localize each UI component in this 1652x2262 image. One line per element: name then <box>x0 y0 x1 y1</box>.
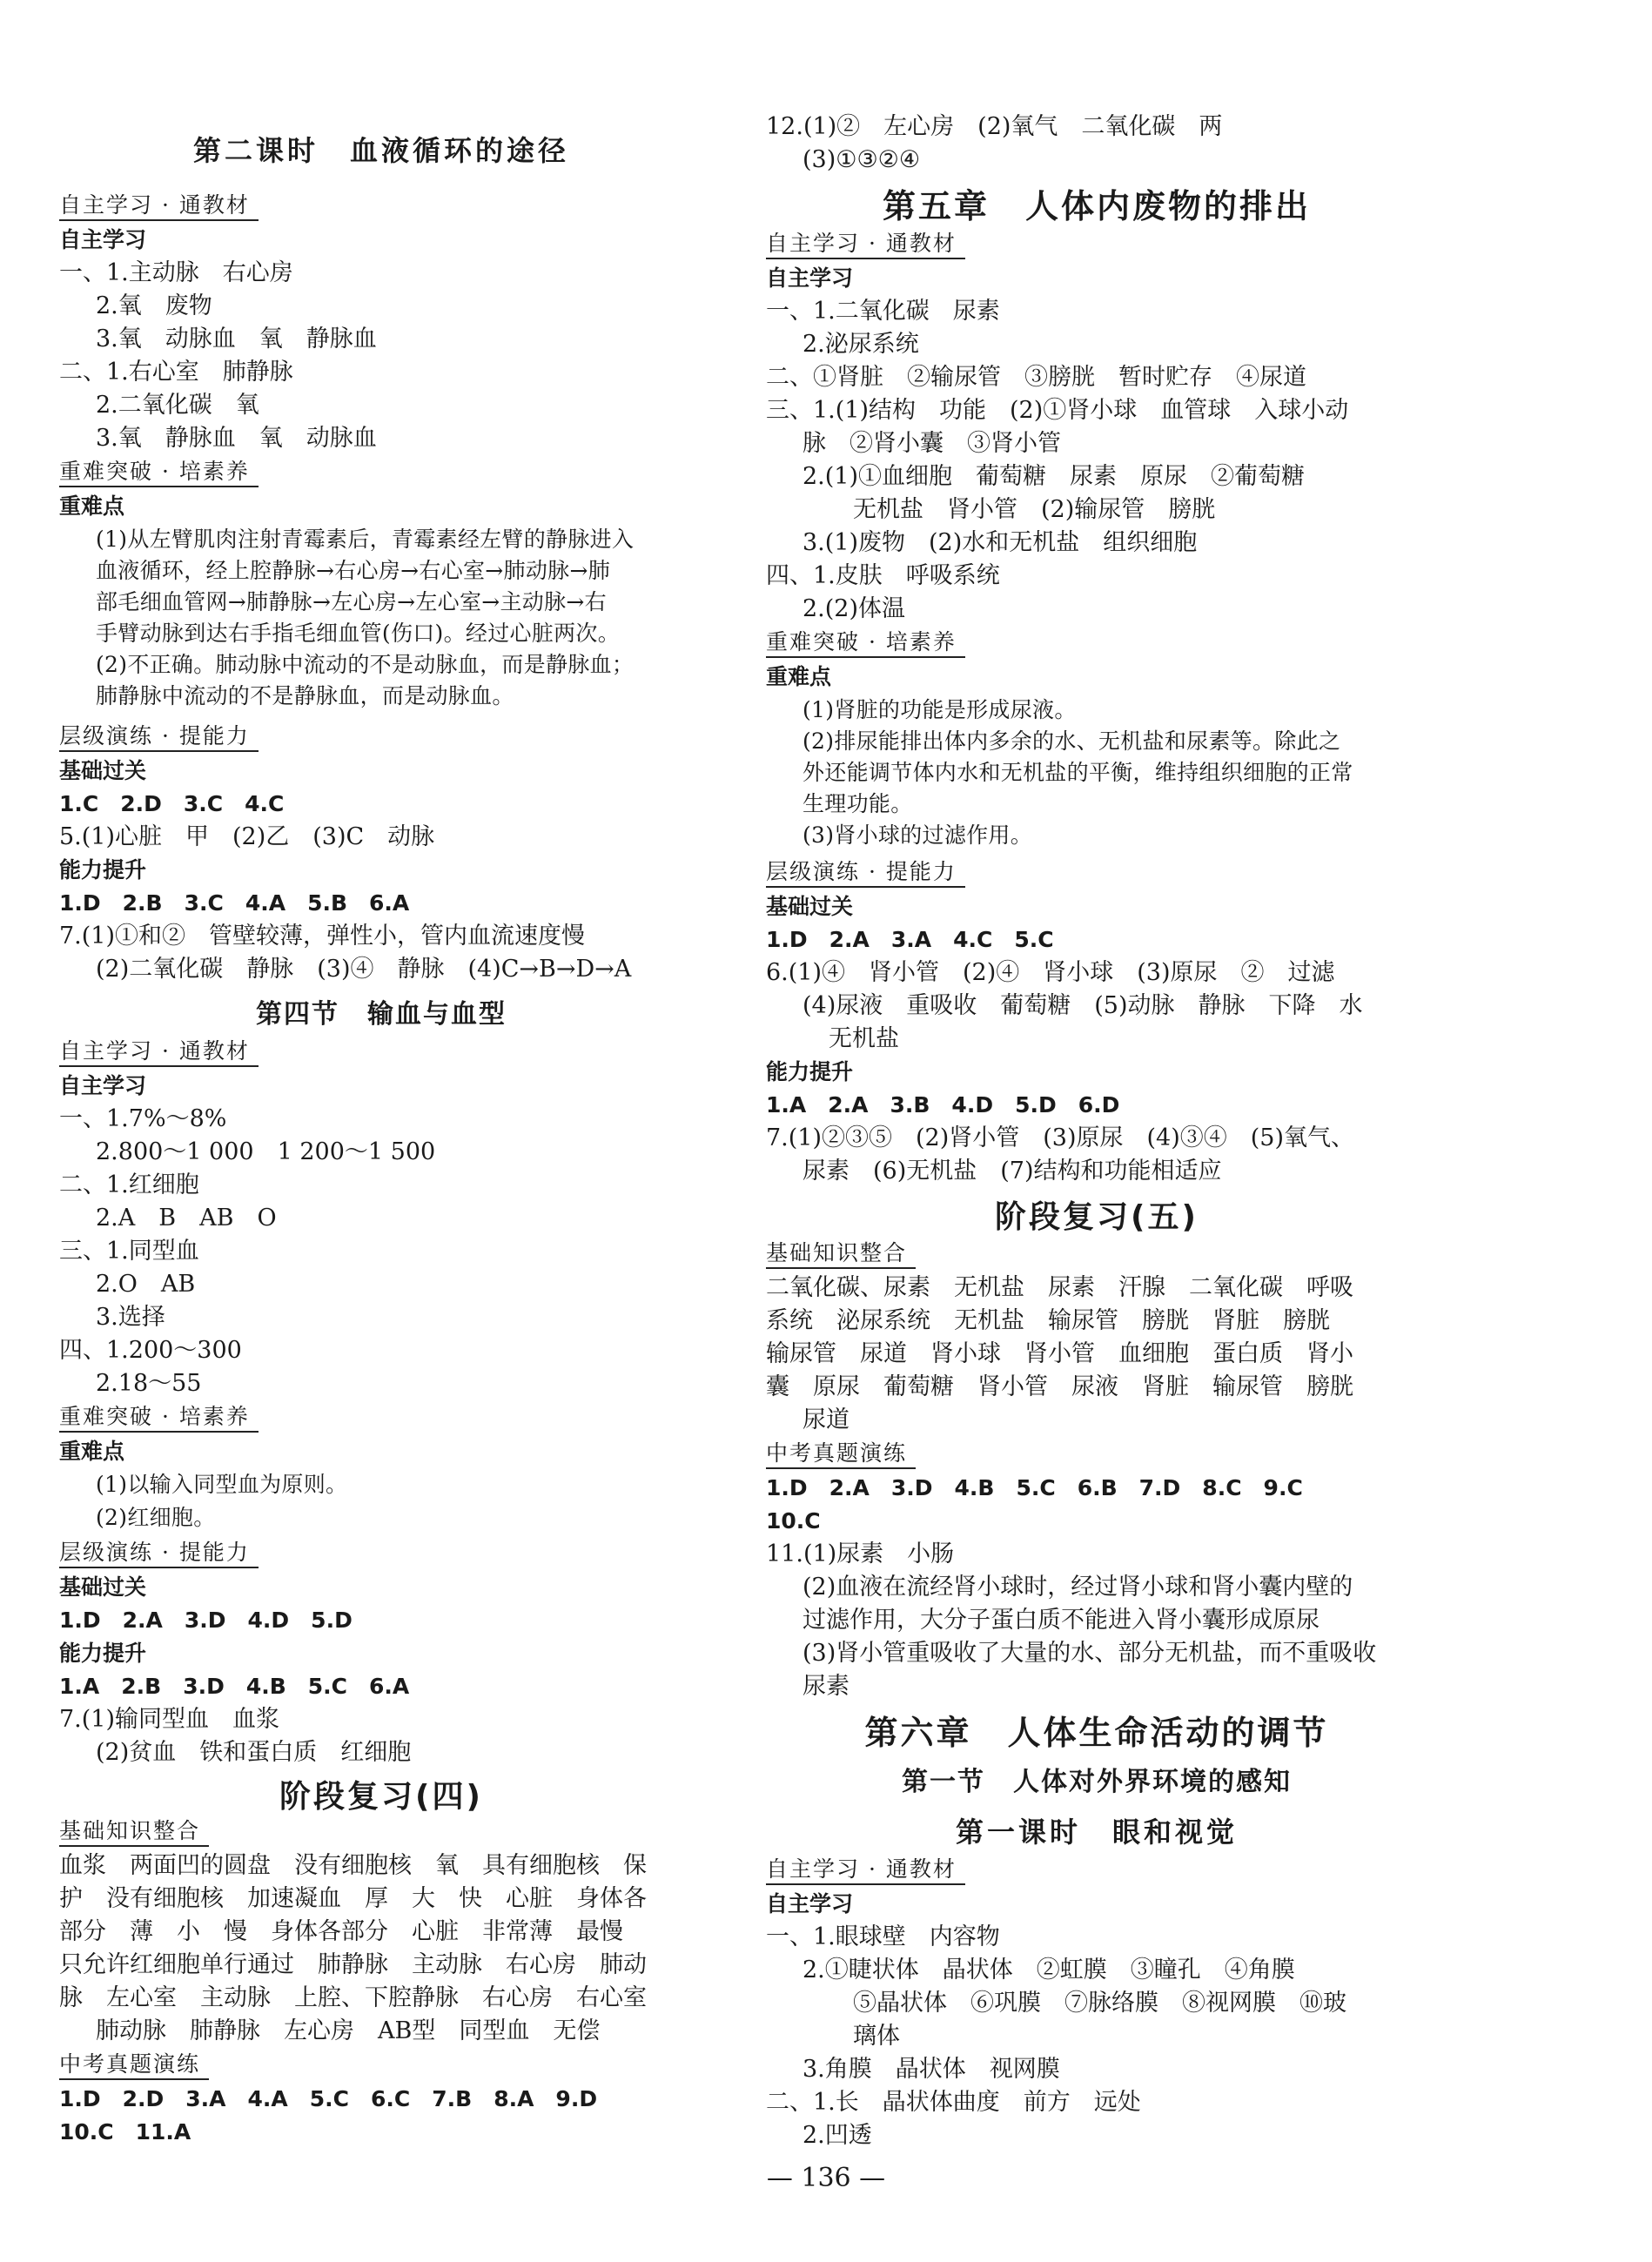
subheading: 自主学习 <box>59 1073 147 1098</box>
chapter-title-regulation: 第六章 人体生命活动的调节 <box>864 1714 1329 1752</box>
answer-line: 3.(1)废物 (2)水和无机盐 组织细胞 <box>802 529 1198 556</box>
explanation-line: 肺静脉中流动的不是静脉血，而是动脉血。 <box>96 683 514 708</box>
answer-line: 2.O AB <box>96 1271 196 1298</box>
subheading: 能力提升 <box>766 1059 854 1084</box>
answer-line: 2.(1)①血细胞 葡萄糖 尿素 原尿 ②葡萄糖 <box>802 463 1306 490</box>
page-number: — 136 — <box>766 2163 886 2193</box>
answer-line: 肺动脉 肺静脉 左心房 AB型 同型血 无偿 <box>96 2017 601 2044</box>
explanation-line: 外还能调节体内水和无机盐的平衡，维持组织细胞的正常 <box>802 760 1353 785</box>
answer-line: 二、1.长 晶状体曲度 前方 远处 <box>766 2089 1141 2116</box>
answer-line: 5.(1)心脏 甲 (2)乙 (3)C 动脉 <box>59 823 435 850</box>
answer-line: 尿素 <box>802 1673 850 1700</box>
answer-line: 10.C 11.A <box>59 2119 191 2145</box>
answer-line: 二氧化碳、尿素 无机盐 尿素 汗腺 二氧化碳 呼吸 <box>766 1274 1353 1301</box>
section-title-review-4: 阶段复习(四) <box>279 1779 483 1815</box>
answer-line: 1.D 2.A 3.D 4.B 5.C 6.B 7.D 8.C 9.C <box>766 1475 1303 1500</box>
answer-line: 过滤作用，大分子蛋白质不能进入肾小囊形成原尿 <box>802 1607 1320 1634</box>
answer-line: 无机盐 <box>829 1025 899 1052</box>
answer-line: 一、1.二氧化碳 尿素 <box>766 298 1000 325</box>
section-label-exam: 中考真题演练 <box>766 1440 916 1469</box>
answer-line: 11.(1)尿素 小肠 <box>766 1540 955 1567</box>
answer-line: 血浆 两面凹的圆盘 没有细胞核 氧 具有细胞核 保 <box>59 1852 647 1879</box>
answer-line: 2.A B AB O <box>96 1205 277 1232</box>
answer-line: 护 没有细胞核 加速凝血 厚 大 快 心脏 身体各 <box>59 1885 647 1912</box>
answer-line: 2.(2)体温 <box>802 595 906 622</box>
answer-line: 四、1.皮肤 呼吸系统 <box>766 562 1000 589</box>
subheading: 重难点 <box>59 493 125 519</box>
answer-line: 3.角膜 晶状体 视网膜 <box>802 2056 1060 2083</box>
subheading: 基础过关 <box>59 1574 147 1600</box>
answer-line: (2)贫血 铁和蛋白质 红细胞 <box>96 1739 412 1766</box>
answer-line: 系统 泌尿系统 无机盐 输尿管 膀胱 肾脏 膀胱 <box>766 1307 1330 1334</box>
explanation-line: 生理功能。 <box>802 791 913 816</box>
explanation-line: 部毛细血管网→肺静脉→左心房→左心室→主动脉→右 <box>96 589 607 614</box>
answer-line: 7.(1)②③⑤ (2)肾小管 (3)原尿 (4)③④ (5)氧气、 <box>766 1124 1354 1151</box>
section-title-review-5: 阶段复习(五) <box>995 1199 1199 1235</box>
subheading: 自主学习 <box>766 1891 854 1916</box>
explanation-line: 手臂动脉到达右手指毛细血管(伤口)。经过心脏两次。 <box>96 621 621 646</box>
answer-line: 2.泌尿系统 <box>802 331 919 358</box>
explanation-line: 血液循环，经上腔静脉→右心房→右心室→肺动脉→肺 <box>96 558 610 583</box>
section-label-knowledge: 基础知识整合 <box>766 1239 916 1269</box>
subheading: 自主学习 <box>59 227 147 252</box>
chapter-title-excretion: 第五章 人体内废物的排出 <box>882 187 1311 225</box>
answer-line: 2.凹透 <box>802 2122 872 2149</box>
answer-line: 二、1.右心室 肺静脉 <box>59 359 293 386</box>
answer-line: 1.D 2.D 3.A 4.A 5.C 6.C 7.B 8.A 9.D <box>59 2086 598 2111</box>
answer-line: 一、1.眼球壁 内容物 <box>766 1923 1000 1950</box>
answer-line: 12.(1)② 左心房 (2)氧气 二氧化碳 两 <box>766 113 1223 140</box>
answer-line: 一、1.主动脉 右心房 <box>59 259 293 286</box>
answer-line: 尿道 <box>802 1406 850 1433</box>
section-label-exam: 中考真题演练 <box>59 2051 209 2080</box>
section-title-blood-circulation: 第二课时 血液循环的途径 <box>192 134 569 167</box>
answer-line: 璃体 <box>853 2023 900 2050</box>
answer-line: 2.18～55 <box>96 1370 202 1397</box>
section-label-key-points: 重难突破 · 培素养 <box>59 1403 259 1433</box>
subheading: 重难点 <box>766 664 832 689</box>
answer-line: 三、1.同型血 <box>59 1238 199 1265</box>
answer-line: 脉 左心室 主动脉 上腔、下腔静脉 右心房 右心室 <box>59 1984 647 2011</box>
answer-line: 10.C <box>766 1508 821 1534</box>
subheading: 自主学习 <box>766 265 854 291</box>
subheading: 能力提升 <box>59 1641 147 1666</box>
explanation-line: (2)红细胞。 <box>96 1505 216 1530</box>
answer-line: 无机盐 肾小管 (2)输尿管 膀胱 <box>853 496 1216 523</box>
answer-line: 7.(1)①和② 管壁较薄，弹性小，管内血流速度慢 <box>59 923 586 950</box>
explanation-line: (3)肾小球的过滤作用。 <box>802 822 1033 848</box>
answer-line: 3.氧 静脉血 氧 动脉血 <box>96 425 377 452</box>
section-label-key-points: 重难突破 · 培素养 <box>766 628 965 658</box>
subheading: 基础过关 <box>59 758 147 783</box>
answer-line: 3.氧 动脉血 氧 静脉血 <box>96 326 377 352</box>
answer-line: 二、1.红细胞 <box>59 1171 199 1198</box>
explanation-line: (2)排尿能排出体内多余的水、无机盐和尿素等。除此之 <box>802 728 1341 754</box>
answer-line: 尿素 (6)无机盐 (7)结构和功能相适应 <box>802 1158 1222 1185</box>
answer-line: 囊 原尿 葡萄糖 肾小管 尿液 肾脏 输尿管 膀胱 <box>766 1373 1353 1400</box>
section-title-eye-vision: 第一课时 眼和视觉 <box>955 1816 1238 1849</box>
answer-line: 7.(1)输同型血 血浆 <box>59 1706 280 1733</box>
section-label-key-points: 重难突破 · 培素养 <box>59 458 259 487</box>
section-title-blood-transfusion: 第四节 输血与血型 <box>256 999 507 1030</box>
explanation-line: (1)从左臂肌肉注射青霉素后，青霉素经左臂的静脉进入 <box>96 527 635 552</box>
section-label-practice: 层级演练 · 提能力 <box>59 1539 259 1568</box>
subheading: 重难点 <box>59 1439 125 1464</box>
answer-line: 1.C 2.D 3.C 4.C <box>59 791 285 816</box>
answer-line: 3.选择 <box>96 1304 165 1331</box>
answer-line: 2.800～1 000 1 200～1 500 <box>96 1138 436 1165</box>
section-label-self-study: 自主学习 · 通教材 <box>59 1037 259 1067</box>
section-label-practice: 层级演练 · 提能力 <box>59 722 259 752</box>
answer-line: (3)①③②④ <box>802 146 921 173</box>
answer-line: 部分 薄 小 慢 身体各部分 心脏 非常薄 最慢 <box>59 1918 623 1945</box>
answer-line: 2.氧 废物 <box>96 292 212 319</box>
answer-line: 只允许红细胞单行通过 肺静脉 主动脉 右心房 肺动 <box>59 1951 647 1978</box>
answer-line: (2)二氧化碳 静脉 (3)④ 静脉 (4)C→B→D→A <box>96 956 632 983</box>
answer-line: 1.D 2.A 3.A 4.C 5.C <box>766 927 1054 952</box>
answer-line: 四、1.200～300 <box>59 1337 242 1364</box>
section-label-self-study: 自主学习 · 通教材 <box>59 191 259 221</box>
section-label-self-study: 自主学习 · 通教材 <box>766 230 965 259</box>
answer-line: 1.A 2.A 3.B 4.D 5.D 6.D <box>766 1092 1120 1118</box>
subheading: 基础过关 <box>766 894 854 919</box>
explanation-line: (2)不正确。肺动脉中流动的不是动脉血，而是静脉血； <box>96 652 635 677</box>
answer-line: 1.A 2.B 3.D 4.B 5.C 6.A <box>59 1674 410 1699</box>
answer-line: (4)尿液 重吸收 葡萄糖 (5)动脉 静脉 下降 水 <box>802 992 1363 1019</box>
answer-line: (3)肾小管重吸收了大量的水、部分无机盐，而不重吸收 <box>802 1640 1377 1667</box>
answer-line: 一、1.7%～8% <box>59 1105 227 1132</box>
answer-line: 脉 ②肾小囊 ③肾小管 <box>802 430 1061 457</box>
answer-line: (2)血液在流经肾小球时，经过肾小球和肾小囊内壁的 <box>802 1574 1353 1601</box>
answer-line: 二、①肾脏 ②输尿管 ③膀胱 暂时贮存 ④尿道 <box>766 364 1306 391</box>
answer-line: 2.①睫状体 晶状体 ②虹膜 ③瞳孔 ④角膜 <box>802 1957 1295 1983</box>
answer-line: 1.D 2.B 3.C 4.A 5.B 6.A <box>59 890 410 916</box>
section-label-self-study: 自主学习 · 通教材 <box>766 1856 965 1885</box>
answer-line: 1.D 2.A 3.D 4.D 5.D <box>59 1608 353 1633</box>
section-title-perception: 第一节 人体对外界环境的感知 <box>902 1767 1292 1797</box>
answer-line: ⑤晶状体 ⑥巩膜 ⑦脉络膜 ⑧视网膜 ⑩玻 <box>853 1990 1346 2017</box>
subheading: 能力提升 <box>59 857 147 883</box>
answer-line: 输尿管 尿道 肾小球 肾小管 血细胞 蛋白质 肾小 <box>766 1340 1353 1367</box>
section-label-knowledge: 基础知识整合 <box>59 1817 209 1847</box>
answer-line: 三、1.(1)结构 功能 (2)①肾小球 血管球 入球小动 <box>766 397 1349 424</box>
section-label-practice: 层级演练 · 提能力 <box>766 858 965 888</box>
answer-line: 6.(1)④ 肾小管 (2)④ 肾小球 (3)原尿 ② 过滤 <box>766 959 1335 986</box>
explanation-line: (1)肾脏的功能是形成尿液。 <box>802 697 1077 722</box>
answer-line: 2.二氧化碳 氧 <box>96 392 259 419</box>
explanation-line: (1)以输入同型血为原则。 <box>96 1472 348 1497</box>
